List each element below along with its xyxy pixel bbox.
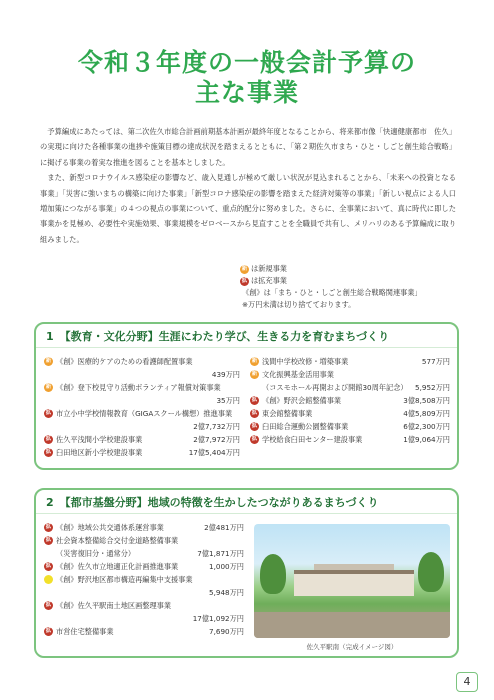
- list-item: [44, 382, 240, 394]
- intro-paragraph-2: また、新型コロナウイルス感染症の影響など、歳入見通しが極めて厳しい状況が見込まれることから、「未来への投資となる事業」「災害に強いまちの構築に向けた事業」「新型コロナ感染症の影響を踏まえた経済対策等の事業」「新しい視点による人口増加策につながる事業」の４つの視点の事業について、重点的配分に努めました。さらに、全事業において、真に時代に即した事業かを見極め、必要性や実施効果、事業規模をゼロベースから見直すことを全職員で共有し、メリハリのある予算編成に取り組みました。: [40, 173, 456, 244]
- list-item: [250, 356, 450, 368]
- item-name: 社会資本整備総合交付金道路整備事業: [56, 536, 179, 545]
- item-amount: 5,952万円: [415, 383, 450, 392]
- building-shape: [294, 570, 414, 596]
- legend-note: [240, 299, 460, 311]
- tree-shape: [418, 552, 444, 592]
- intro-text: [40, 124, 456, 247]
- item-name: 市営住宅整備事業: [56, 627, 114, 636]
- item-name: 学校給食臼田センター建設事業: [262, 435, 363, 444]
- section-urban-infrastructure: [34, 488, 459, 658]
- section-1-number: 1: [46, 330, 54, 343]
- item-name: 《創》登下校見守り活動ボランティア報償対策事業: [56, 383, 221, 392]
- list-item: [44, 356, 240, 368]
- page-title: [0, 48, 494, 108]
- yellow-mark-icon: [44, 575, 53, 584]
- section-2-heading: [36, 490, 457, 514]
- list-item: [44, 535, 244, 547]
- new-mark-icon: 新: [44, 357, 53, 366]
- list-item: [44, 434, 240, 446]
- item-name: 市立小中学校情報教育（GIGAスクール構想）推進事業: [56, 409, 233, 418]
- expanded-mark-icon: 拡: [250, 435, 259, 444]
- item-amount: 6億2,300万円: [403, 422, 450, 431]
- expanded-mark-icon: 拡: [250, 422, 259, 431]
- road-shape: [254, 612, 450, 638]
- item-name: 《創》野沢地区都市構造再編集中支援事業: [56, 575, 193, 584]
- list-item: [250, 382, 450, 394]
- list-item: [250, 369, 450, 381]
- title-line-1: 令和３年度の一般会計予算の: [77, 48, 416, 77]
- expanded-mark-icon: 拡: [44, 627, 53, 636]
- item-name: 佐久平浅間小学校建設事業: [56, 435, 143, 444]
- item-amount: 2億7,972万円: [193, 435, 240, 444]
- legend-new: [240, 263, 460, 275]
- item-amount: 1億9,064万円: [403, 435, 450, 444]
- expanded-mark-icon: 拡: [44, 562, 53, 571]
- list-item: [250, 421, 450, 433]
- expanded-mark-icon: 拡: [44, 448, 53, 457]
- item-amount: 1,000万円: [209, 562, 244, 571]
- legend-new-text: は新規事業: [251, 264, 287, 273]
- list-item: [44, 574, 244, 586]
- item-amount: 17億1,092万円: [192, 614, 244, 623]
- list-item: [44, 408, 240, 420]
- list-item: [44, 561, 244, 573]
- expanded-mark-icon: 拡: [250, 396, 259, 405]
- section-1-right-list: [250, 356, 450, 447]
- expanded-mark-icon: 拡: [44, 409, 53, 418]
- item-name: （コスモホール再開および開館30周年記念）: [262, 383, 408, 392]
- expanded-mark-icon: 拡: [241, 278, 248, 284]
- item-name: 文化振興基金活用事業: [262, 370, 334, 379]
- item-name: 浅間中学校改修・増築事業: [262, 357, 349, 366]
- expanded-mark-icon: 拡: [44, 523, 53, 532]
- expanded-mark-icon: 拡: [250, 409, 259, 418]
- list-item: [250, 434, 450, 446]
- title-line-2: 主な事業: [194, 78, 299, 107]
- legend-expanded: [240, 275, 460, 287]
- item-amount: 3億8,508万円: [403, 396, 450, 405]
- legend-sosei-text: 《創》は「まち・ひと・しごと創生総合戦略関連事業」: [242, 288, 422, 297]
- section-education-culture: [34, 322, 459, 470]
- list-item: [44, 548, 244, 560]
- item-amount: 4億5,809万円: [403, 409, 450, 418]
- photo-caption: 佐久平駅南（完成イメージ図）: [306, 643, 398, 651]
- section-1-title: 【教育・文化分野】生涯にわたり学び、生きる力を育むまちづくり: [59, 330, 390, 343]
- station-rendering-image: [254, 524, 450, 638]
- list-item: [250, 395, 450, 407]
- item-name: 《創》佐久平駅南土地区画整理事業: [56, 601, 172, 610]
- page-number: 4: [456, 672, 478, 692]
- item-name: 東会館整備事業: [262, 409, 313, 418]
- item-amount: 7億1,871万円: [197, 549, 244, 558]
- section-1-heading: [36, 324, 457, 348]
- item-name: 臼田総合運動公園整備事業: [262, 422, 349, 431]
- expanded-mark-icon: 拡: [44, 601, 53, 610]
- list-item: [250, 408, 450, 420]
- item-name: 《創》地域公共交通体系運営事業: [56, 523, 164, 532]
- item-amount: 35万円: [216, 396, 240, 405]
- item-amount: 7,690万円: [209, 627, 244, 636]
- item-name: 《創》野沢会館整備事業: [262, 396, 342, 405]
- expanded-mark-icon: 拡: [44, 536, 53, 545]
- section-2-list: [44, 522, 244, 639]
- legend-note-text: ※万円未満は切り捨てております。: [242, 300, 356, 309]
- list-item: [44, 522, 244, 534]
- new-mark-icon: 新: [44, 383, 53, 392]
- list-item: [44, 600, 244, 612]
- item-amount: 2億481万円: [204, 523, 244, 532]
- item-amount: 439万円: [211, 370, 240, 379]
- intro-paragraph-1: 予算編成にあたっては、第二次佐久市総合計画前期基本計画が最終年度となることから、将来都市像「快適健康都市 佐久」の実現に向けた各種事業の進捗や施策目標の達成状況を踏まえるとともに、「第２期佐久市まち・ひと・しごと創生総合戦略」に掲げる事業の着実な推進を図ることを基本としました。: [40, 127, 456, 167]
- list-item: [44, 626, 244, 638]
- new-mark-icon: 新: [241, 266, 248, 272]
- item-amount: 577万円: [421, 357, 450, 366]
- section-2-title: 【都市基盤分野】地域の特徴を生かしたつながりあるまちづくり: [59, 496, 379, 509]
- new-mark-icon: 新: [250, 357, 259, 366]
- list-item: [44, 447, 240, 459]
- item-name: 臼田地区新小学校建設事業: [56, 448, 143, 457]
- legend-expanded-text: は拡充事業: [251, 276, 287, 285]
- item-name: （災害復旧分・通常分）: [56, 549, 136, 558]
- new-mark-icon: 新: [250, 370, 259, 379]
- section-2-number: 2: [46, 496, 54, 509]
- legend-sosei: [240, 287, 460, 299]
- item-name: 《創》佐久市立地適正化計画推進事業: [56, 562, 179, 571]
- item-amount: 17億5,404万円: [188, 448, 240, 457]
- expanded-mark-icon: 拡: [44, 435, 53, 444]
- section-1-left-list: [44, 356, 240, 460]
- item-amount: 5,948万円: [209, 588, 244, 597]
- tree-shape: [260, 554, 286, 594]
- item-name: 《創》医療的ケアのための看護師配置事業: [56, 357, 193, 366]
- item-amount: 2億7,732万円: [193, 422, 240, 431]
- legend: [240, 263, 460, 311]
